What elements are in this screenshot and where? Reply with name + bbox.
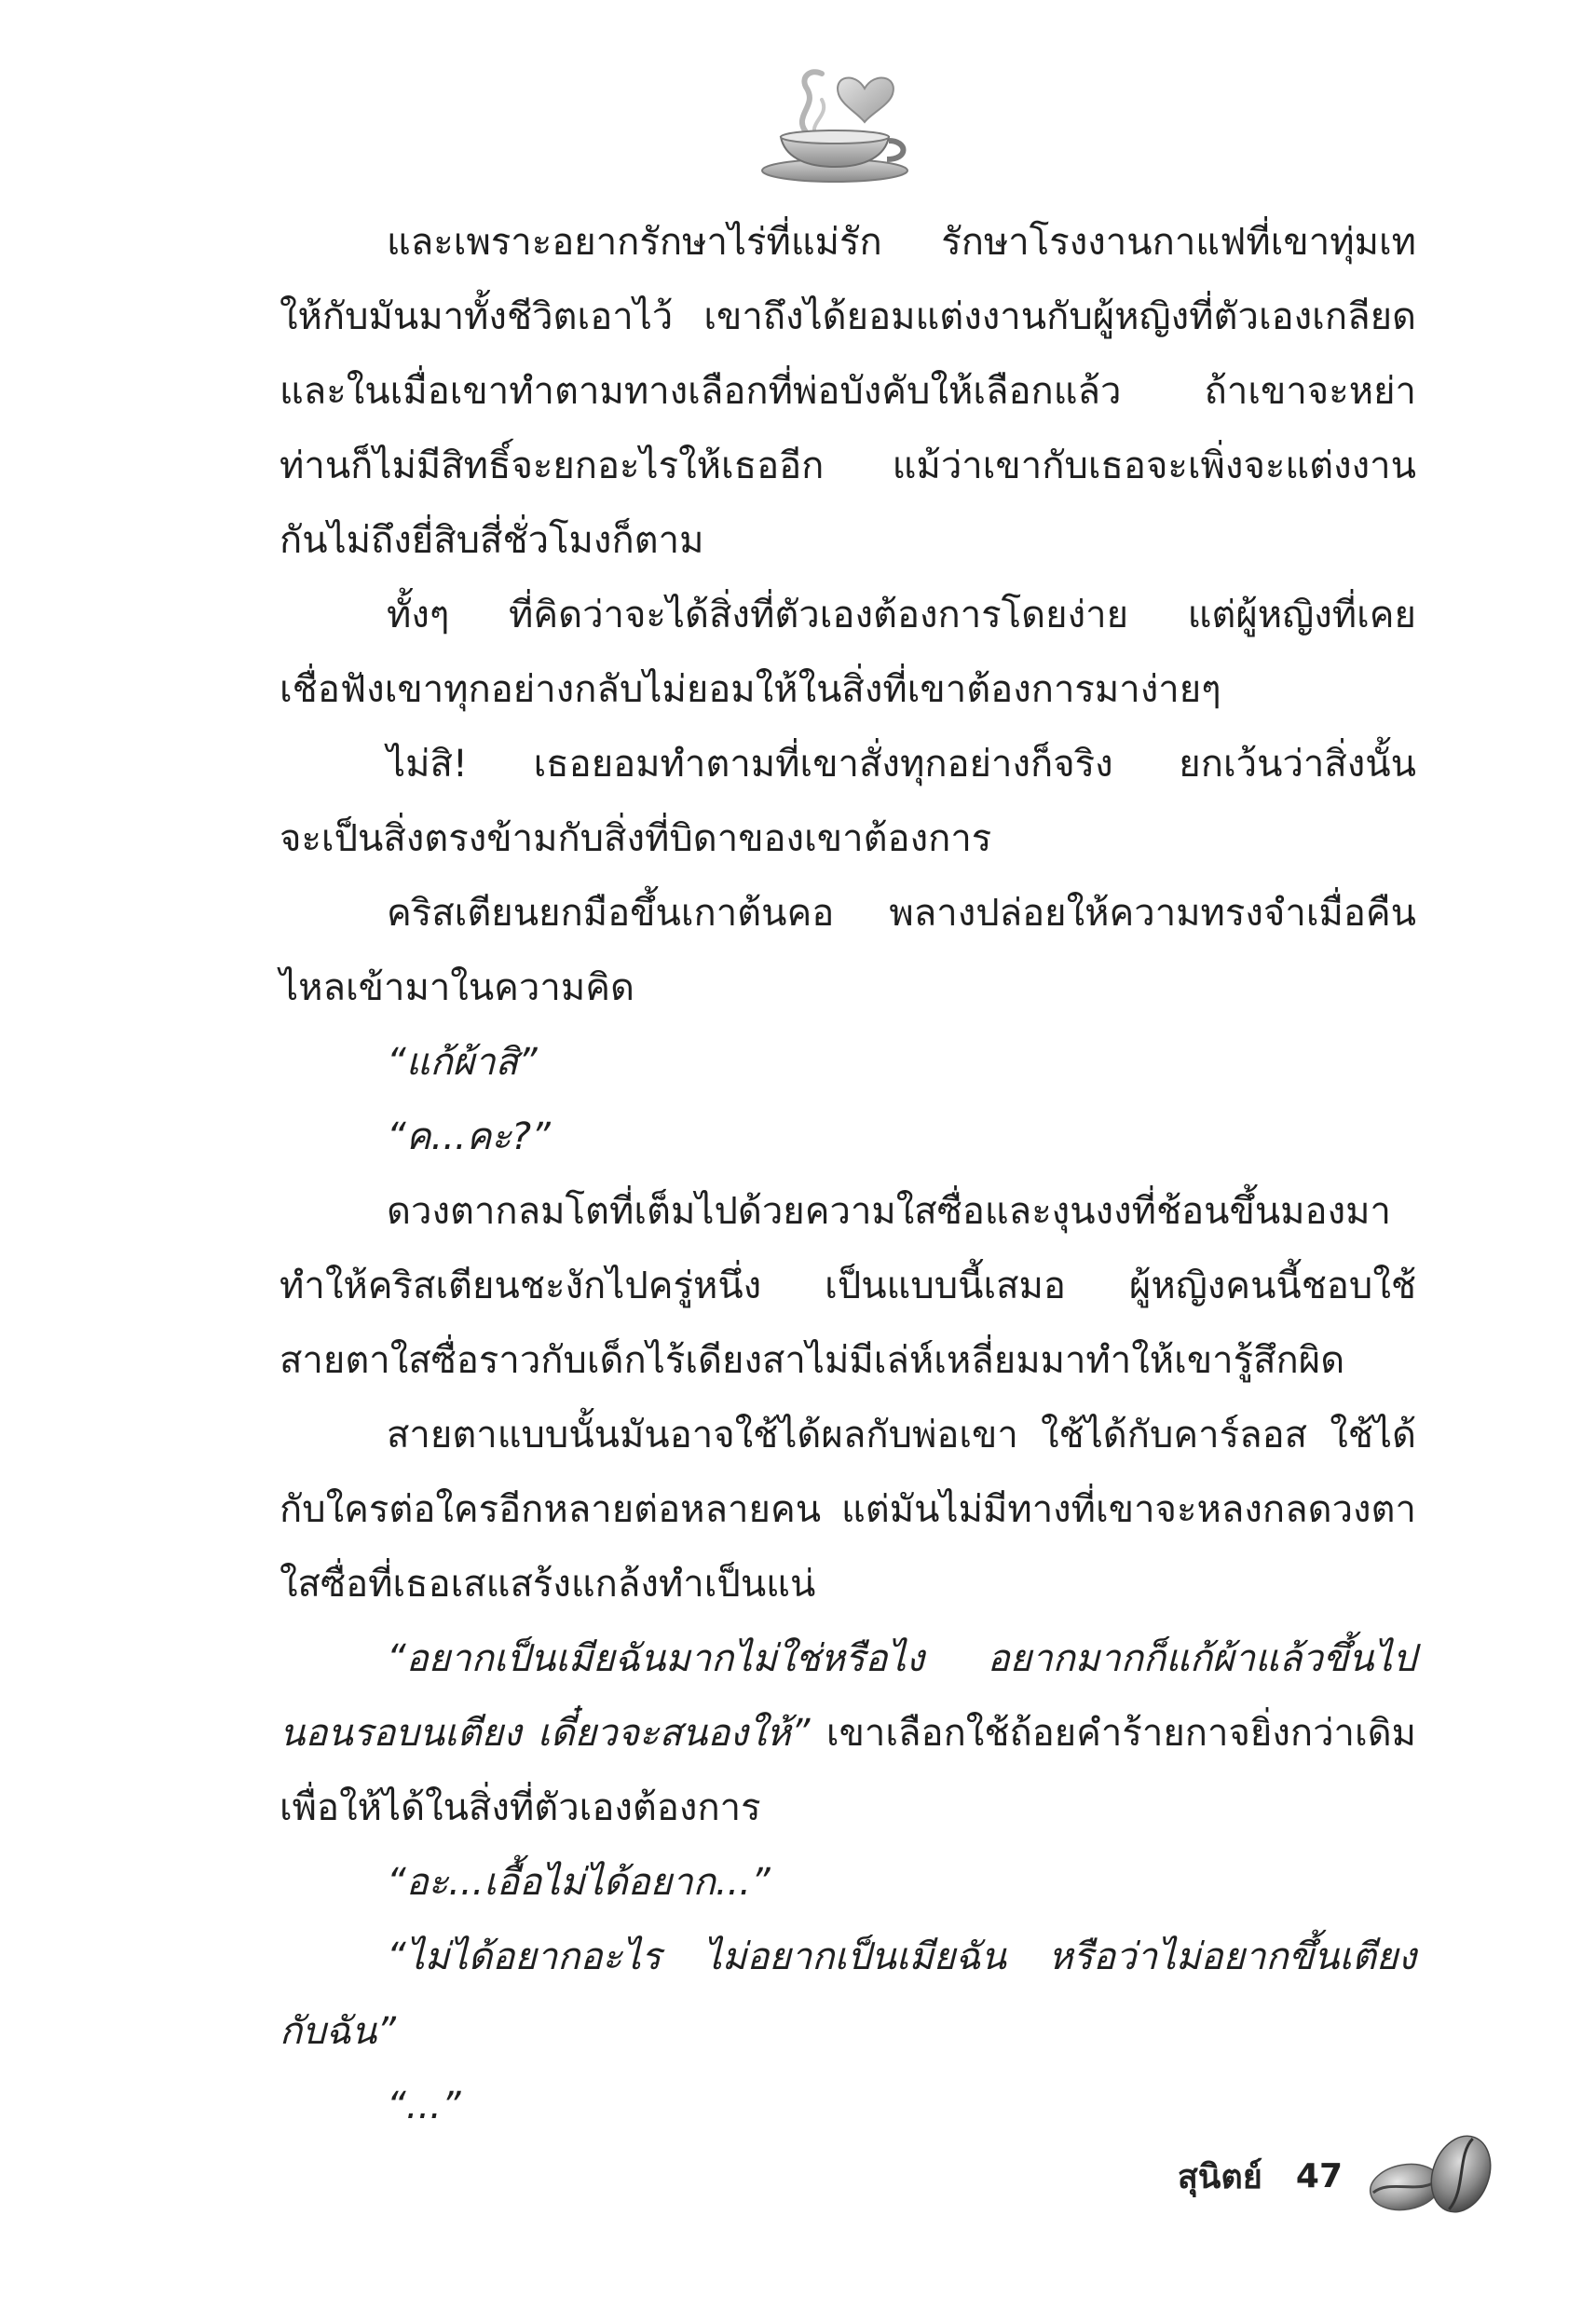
text-line: ดวงตากลมโตที่เต็มไปด้วยความใสซื่อและงุนงงที่ช้อนขึ้นมองมา bbox=[387, 1190, 1391, 1233]
text-line: และในเมื่อเขาทำตามทางเลือกที่พ่อบังคับให้เลือกแล้ว ถ้าเขาจะหย่า bbox=[280, 370, 1416, 413]
page-number: 47 bbox=[1295, 2156, 1343, 2195]
text-line: เพื่อให้ได้ในสิ่งที่ตัวเองต้องการ bbox=[280, 1786, 761, 1829]
text-line: ทำให้คริสเตียนชะงักไปครู่หนึ่ง เป็นแบบนี้เสมอ ผู้หญิงคนนี้ชอบใช้ bbox=[280, 1265, 1416, 1307]
text-line: ไหลเข้ามาในความคิด bbox=[280, 966, 634, 1009]
dialogue-fragment: นอนรอบนเตียง เดี๋ยวจะสนองให้” bbox=[280, 1712, 811, 1755]
dialogue-line: “...” bbox=[387, 2085, 461, 2127]
paragraph bbox=[280, 578, 1416, 727]
paragraph bbox=[280, 205, 1416, 578]
dialogue-line: “อยากเป็นเมียฉันมากไม่ใช่หรือไง อยากมากก็แก้ผ้าแล้วขึ้นไป bbox=[387, 1637, 1416, 1680]
paragraph bbox=[280, 1621, 1416, 1845]
text-line: สายตาแบบนั้นมันอาจใช้ได้ผลกับพ่อเขา ใช้ได้กับคาร์ลอส ใช้ได้ bbox=[387, 1414, 1416, 1456]
text-line: กับใครต่อใครอีกหลายต่อหลายคน แต่มันไม่มีทางที่เขาจะหลงกลดวงตา bbox=[280, 1488, 1416, 1531]
coffee-beans-icon bbox=[1363, 2129, 1503, 2222]
page-footer bbox=[1178, 2129, 1503, 2222]
text-line: จะเป็นสิ่งตรงข้ามกับสิ่งที่บิดาของเขาต้องการ bbox=[280, 817, 992, 860]
author-name: สุนิตย์ bbox=[1177, 2157, 1262, 2196]
text-line bbox=[280, 1696, 1416, 1771]
text-line: กันไม่ถึงยี่สิบสี่ชั่วโมงก็ตาม bbox=[280, 519, 704, 562]
text-line: และเพราะอยากรักษาไร่ที่แม่รัก รักษาโรงงานกาแฟที่เขาทุ่มเท bbox=[387, 221, 1416, 264]
text-line: เชื่อฟังเขาทุกอย่างกลับไม่ยอมให้ในสิ่งที่เขาต้องการมาง่ายๆ bbox=[280, 668, 1221, 711]
paragraph bbox=[280, 1174, 1416, 1398]
dialogue-paragraph bbox=[280, 1845, 1416, 1920]
narration-fragment: เขาเลือกใช้ถ้อยคำร้ายกาจยิ่งกว่าเดิม bbox=[810, 1712, 1416, 1755]
dialogue-paragraph bbox=[280, 1920, 1416, 2069]
dialogue-line: “ไม่ได้อยากอะไร ไม่อยากเป็นเมียฉัน หรือว่าไม่อยากขึ้นเตียง bbox=[387, 1935, 1416, 1978]
dialogue-line: “อะ...เอื้อไม่ได้อยาก...” bbox=[387, 1861, 771, 1904]
dialogue-line: กับฉัน” bbox=[280, 2010, 396, 2053]
coffee-cup-heart-icon bbox=[753, 51, 916, 191]
paragraph bbox=[280, 727, 1416, 876]
text-line: ให้กับมันมาทั้งชีวิตเอาไว้ เขาถึงได้ยอมแต่งงานกับผู้หญิงที่ตัวเองเกลียด bbox=[280, 295, 1416, 338]
body-text bbox=[280, 205, 1416, 2143]
text-line: ใสซื่อที่เธอเสแสร้งแกล้งทำเป็นแน่ bbox=[280, 1563, 816, 1606]
text-line: ทั้งๆ ที่คิดว่าจะได้สิ่งที่ตัวเองต้องการโดยง่าย แต่ผู้หญิงที่เคย bbox=[387, 594, 1416, 636]
text-line: คริสเตียนยกมือขึ้นเกาต้นคอ พลางปล่อยให้ความทรงจำเมื่อคืน bbox=[387, 892, 1416, 935]
dialogue-paragraph bbox=[280, 1025, 1416, 1100]
text-line: สายตาใสซื่อราวกับเด็กไร้เดียงสาไม่มีเล่ห์เหลี่ยมมาทำให้เขารู้สึกผิด bbox=[280, 1339, 1345, 1382]
dialogue-paragraph bbox=[280, 1100, 1416, 1174]
text-line: ท่านก็ไม่มีสิทธิ์จะยกอะไรให้เธออีก แม้ว่าเขากับเธอจะเพิ่งจะแต่งงาน bbox=[280, 444, 1416, 487]
dialogue-line: “แก้ผ้าสิ” bbox=[387, 1041, 538, 1084]
text-line: ไม่สิ! เธอยอมทำตามที่เขาสั่งทุกอย่างก็จริง ยกเว้นว่าสิ่งนั้น bbox=[387, 743, 1416, 786]
paragraph bbox=[280, 1398, 1416, 1621]
paragraph bbox=[280, 876, 1416, 1025]
dialogue-line: “ค...คะ?” bbox=[387, 1115, 551, 1158]
